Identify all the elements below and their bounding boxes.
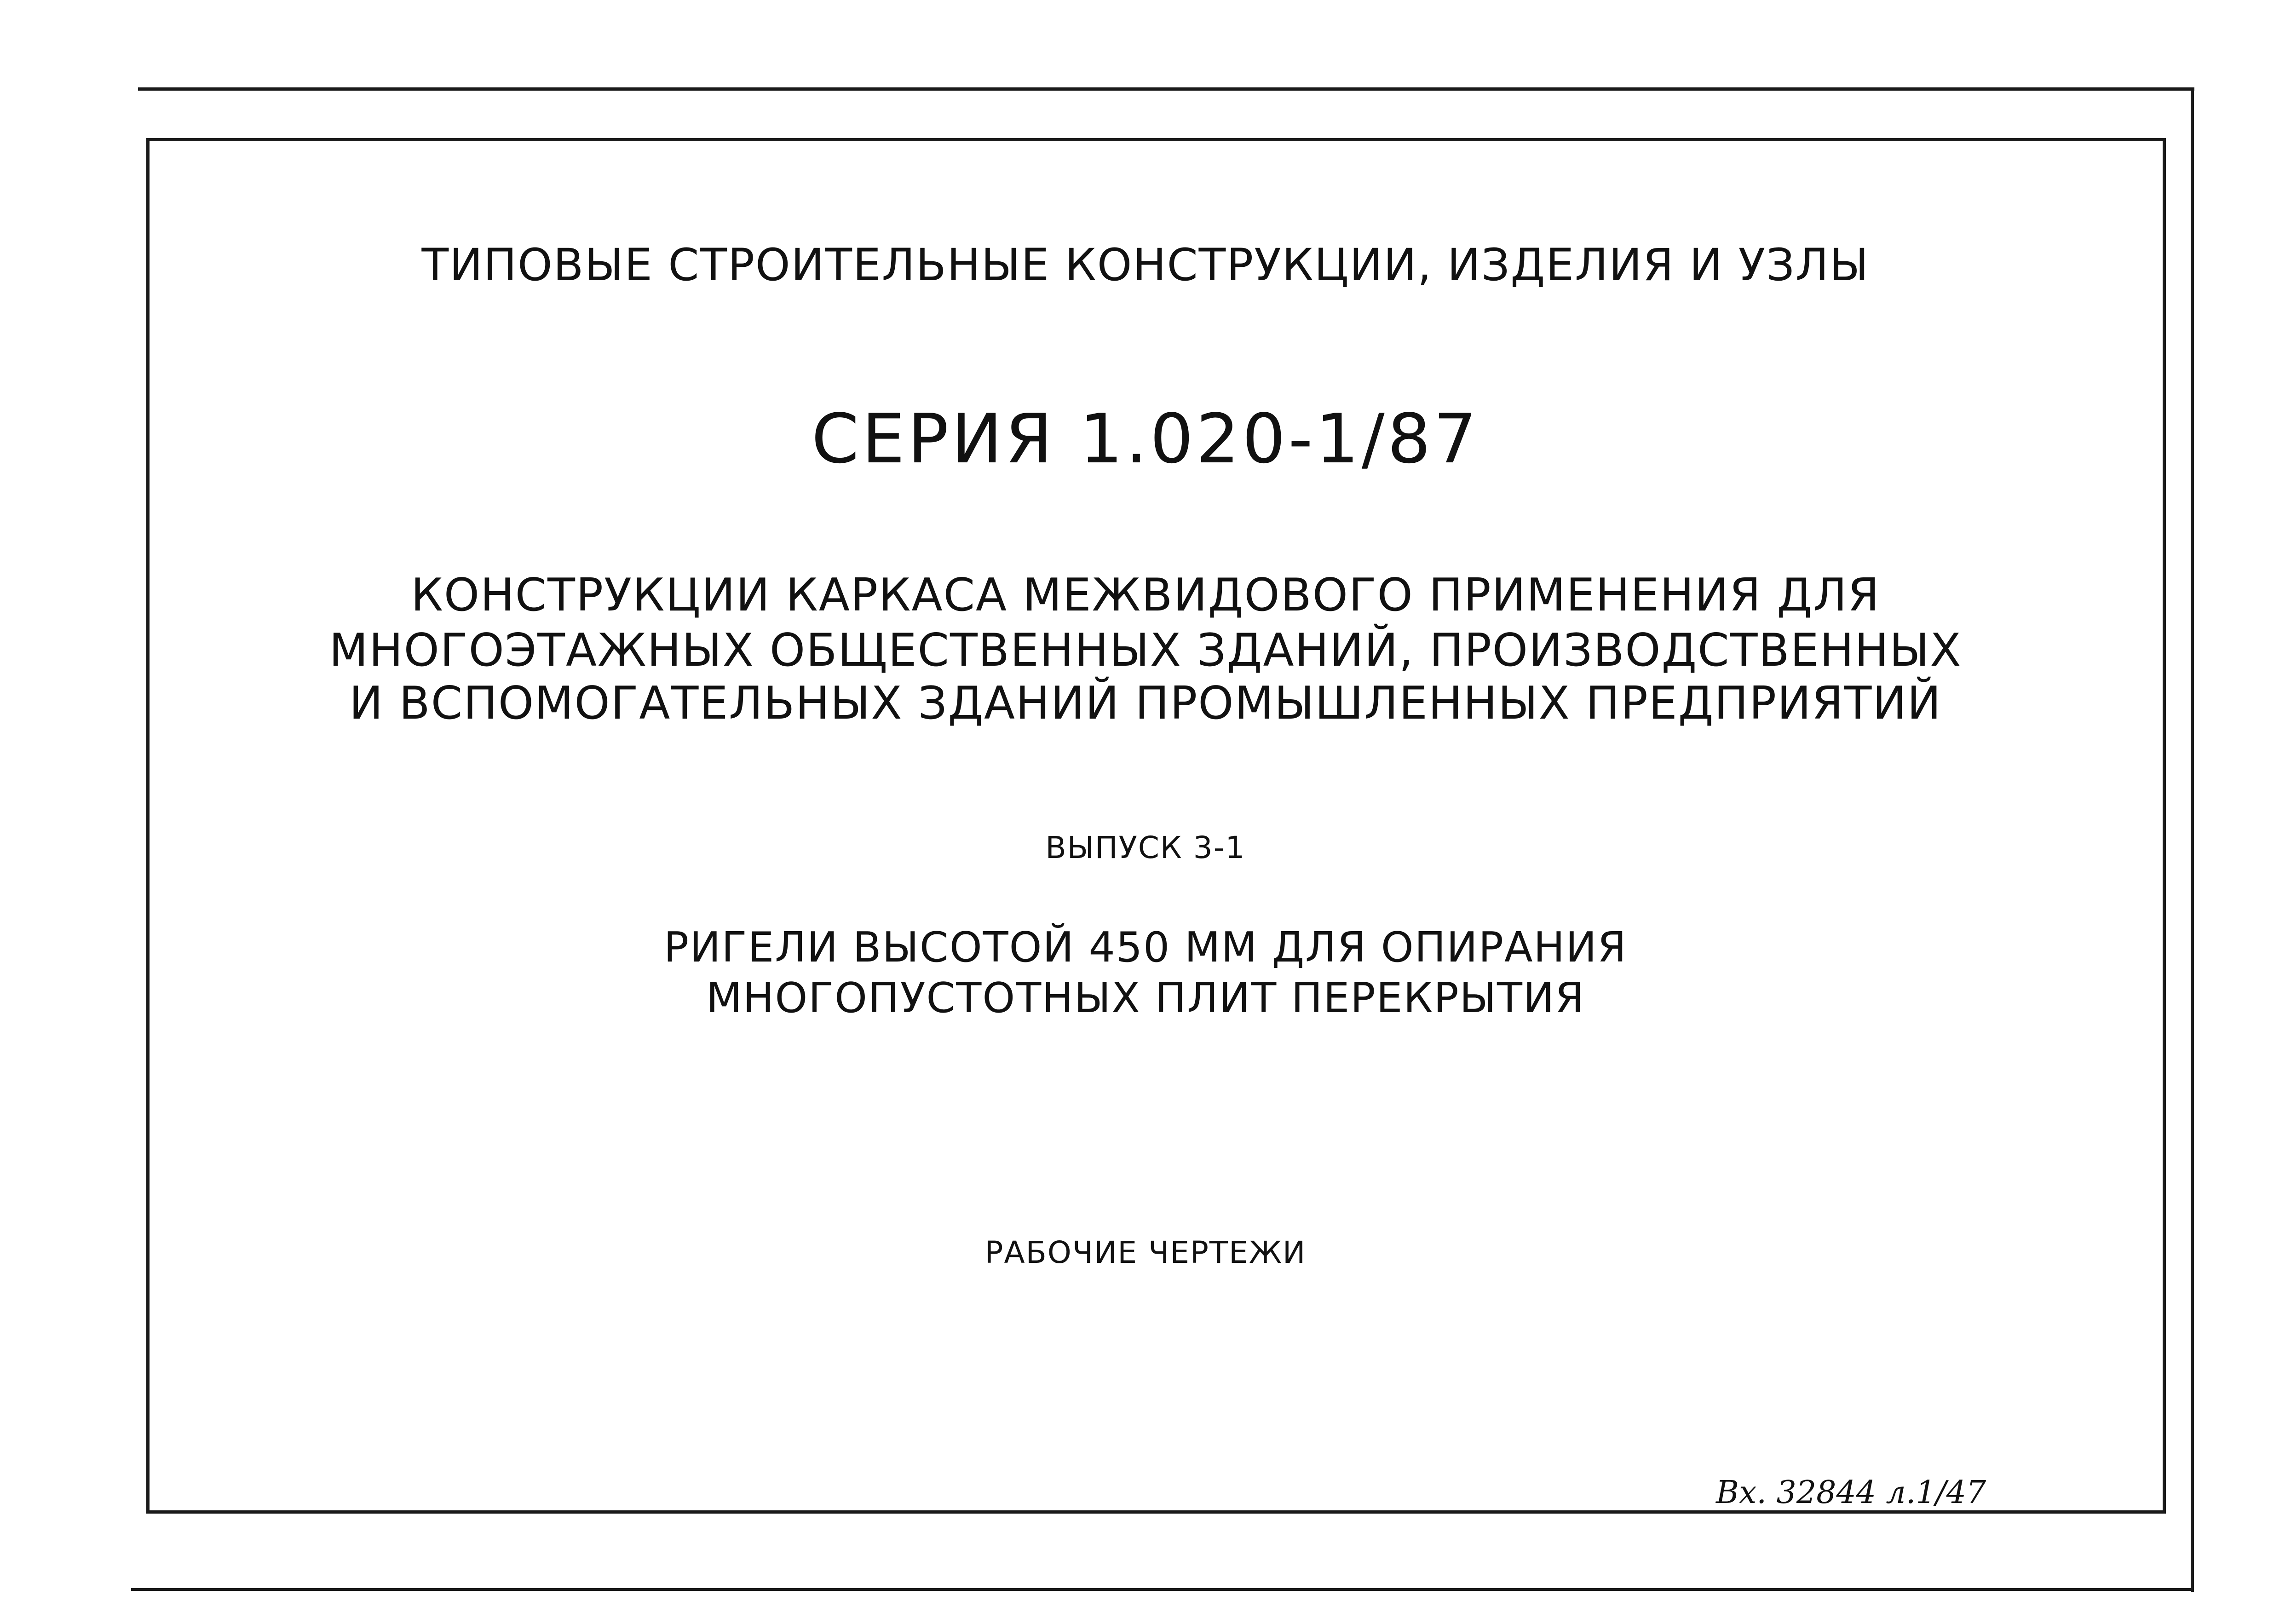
drawing-frame bbox=[146, 138, 2166, 1514]
title-line-1: РИГЕЛИ ВЫСОТОЙ 450 ММ ДЛЯ ОПИРАНИЯ bbox=[663, 923, 1628, 972]
issue-number: ВЫПУСК 3-1 bbox=[1045, 830, 1246, 865]
subject-line-1: КОНСТРУКЦИИ КАРКАСА МЕЖВИДОВОГО ПРИМЕНЕНИЯ ДЛЯ bbox=[411, 569, 1880, 622]
document-header: ТИПОВЫЕ СТРОИТЕЛЬНЫЕ КОНСТРУКЦИИ, ИЗДЕЛИЯ И УЗЛЫ bbox=[421, 239, 1870, 291]
drawings-label: РАБОЧИЕ ЧЕРТЕЖИ bbox=[984, 1235, 1307, 1270]
sheet-edge-top bbox=[138, 87, 2194, 91]
sheet-edge-bottom bbox=[131, 1588, 2192, 1591]
series-number: СЕРИЯ 1.020-1/87 bbox=[811, 399, 1480, 478]
title-line-2: МНОГОПУСТОТНЫХ ПЛИТ ПЕРЕКРЫТИЯ bbox=[706, 974, 1585, 1022]
inventory-stamp: Вх. 32844 л.1/47 bbox=[1716, 1474, 1986, 1511]
subject-line-2: МНОГОЭТАЖНЫХ ОБЩЕСТВЕННЫХ ЗДАНИЙ, ПРОИЗВОДСТВЕННЫХ bbox=[329, 624, 1962, 677]
subject-line-3: И ВСПОМОГАТЕЛЬНЫХ ЗДАНИЙ ПРОМЫШЛЕННЫХ ПРЕДПРИЯТИЙ bbox=[349, 677, 1942, 730]
